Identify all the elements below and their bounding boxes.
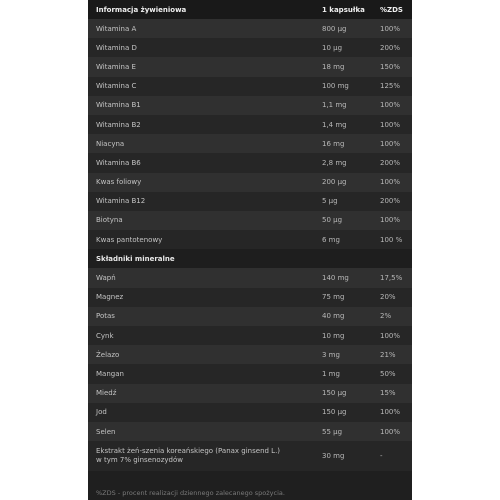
table-row: [88, 268, 412, 287]
nutrient-rda-percent: 100%: [380, 408, 401, 417]
nutrient-name: Witamina D: [96, 43, 137, 52]
nutrient-rda-percent: 200%: [380, 197, 401, 206]
nutrient-rda-percent: 50%: [380, 369, 396, 378]
table-row: [88, 192, 412, 211]
table-row: [88, 422, 412, 441]
nutrient-name: Cynk: [96, 331, 114, 340]
table-row: [88, 345, 412, 364]
nutrient-name: Witamina A: [96, 24, 137, 33]
nutrient-rda-percent: 21%: [380, 350, 396, 359]
nutrient-name: Witamina E: [96, 62, 136, 71]
nutrition-table: [88, 0, 412, 471]
extract-name-line2: w tym 7% ginsenozydów: [96, 456, 183, 465]
nutrient-name: Witamina C: [96, 82, 137, 91]
nutrient-name: Potas: [96, 312, 115, 321]
table-row: [88, 115, 412, 134]
nutrient-amount: 140 mg: [322, 274, 349, 283]
table-row: [88, 19, 412, 38]
nutrient-rda-percent: 17,5%: [380, 274, 403, 283]
table-row: [88, 288, 412, 307]
table-row: [88, 96, 412, 115]
header-rda-percent: %ZDS: [380, 5, 403, 14]
nutrient-amount: 55 µg: [322, 427, 343, 436]
nutrient-rda-percent: 2%: [380, 312, 392, 321]
nutrient-amount: 200 µg: [322, 178, 347, 187]
nutrient-rda-percent: 20%: [380, 293, 396, 302]
nutrient-rda-percent: 100%: [380, 216, 401, 225]
nutrient-rda-percent: 100%: [380, 101, 401, 110]
nutrient-amount: 18 mg: [322, 62, 345, 71]
nutrient-rda-percent: 100%: [380, 139, 401, 148]
footnote: %ZDS - procent realizacji dziennego zalecanego spożycia.: [96, 489, 285, 497]
nutrient-amount: 30 mg: [322, 452, 345, 461]
table-row: [88, 384, 412, 403]
table-row: [88, 173, 412, 192]
nutrient-amount: 10 µg: [322, 43, 343, 52]
nutrient-amount: 800 µg: [322, 24, 347, 33]
table-row: [88, 403, 412, 422]
nutrient-name: Niacyna: [96, 139, 125, 148]
nutrient-amount: 1 mg: [322, 369, 340, 378]
nutrient-name: Magnez: [96, 293, 124, 302]
nutrient-amount: 100 mg: [322, 82, 349, 91]
nutrient-name: Jod: [96, 408, 107, 417]
nutrient-amount: 3 mg: [322, 350, 340, 359]
nutrient-name: Selen: [96, 427, 116, 436]
nutrient-amount: 75 mg: [322, 293, 345, 302]
table-body: [88, 19, 412, 471]
nutrient-rda-percent: 100 %: [380, 235, 403, 244]
nutrient-amount: 50 µg: [322, 216, 343, 225]
nutrient-rda-percent: -: [380, 452, 383, 461]
header-nutrition-info: Informacja żywieniowa: [96, 5, 187, 14]
nutrient-name: Kwas foliowy: [96, 178, 142, 187]
table-row: [88, 153, 412, 172]
nutrient-amount: 150 µg: [322, 389, 347, 398]
nutrient-rda-percent: 125%: [380, 82, 401, 91]
nutrient-amount: 10 mg: [322, 331, 345, 340]
nutrient-name: Witamina B12: [96, 197, 146, 206]
nutrient-amount: 5 µg: [322, 197, 338, 206]
nutrient-name: [88, 441, 314, 471]
table-row-extract: [88, 441, 412, 471]
nutrient-amount: 6 mg: [322, 235, 340, 244]
header-per-capsule: 1 kapsułka: [322, 5, 365, 14]
table-row: [88, 77, 412, 96]
table-row: [88, 307, 412, 326]
nutrient-name: Miedź: [96, 389, 117, 398]
nutrient-amount: 1,1 mg: [322, 101, 347, 110]
table-row: [88, 211, 412, 230]
nutrition-table-panel: [88, 0, 412, 500]
nutrient-name: Wapń: [96, 274, 116, 283]
nutrient-name: Witamina B2: [96, 120, 141, 129]
table-row: [88, 38, 412, 57]
nutrient-rda-percent: 15%: [380, 389, 396, 398]
nutrient-amount: 2,8 mg: [322, 158, 347, 167]
table-row: [88, 230, 412, 249]
nutrient-rda-percent: 200%: [380, 43, 401, 52]
nutrient-name: Żelazo: [96, 350, 120, 359]
nutrient-amount: 40 mg: [322, 312, 345, 321]
nutrient-name: Kwas pantotenowy: [96, 235, 163, 244]
section-header-minerals: [88, 249, 412, 268]
nutrient-rda-percent: 100%: [380, 120, 401, 129]
nutrient-amount: 16 mg: [322, 139, 345, 148]
nutrient-name: Witamina B6: [96, 158, 141, 167]
nutrient-name: Witamina B1: [96, 101, 141, 110]
table-row: [88, 134, 412, 153]
nutrient-rda-percent: 100%: [380, 331, 401, 340]
table-header-row: [88, 0, 412, 19]
extract-name-line1: Ekstrakt żeń-szenia koreańskiego (Panax ginsend L.): [96, 447, 281, 456]
nutrient-rda-percent: 150%: [380, 62, 401, 71]
table-row: [88, 326, 412, 345]
nutrient-name: Biotyna: [96, 216, 123, 225]
nutrient-amount: 150 µg: [322, 408, 347, 417]
nutrient-rda-percent: 100%: [380, 178, 401, 187]
nutrient-rda-percent: 100%: [380, 427, 401, 436]
nutrient-rda-percent: 200%: [380, 158, 401, 167]
nutrient-rda-percent: 100%: [380, 24, 401, 33]
nutrient-name: Mangan: [96, 369, 124, 378]
table-row: [88, 57, 412, 76]
table-row: [88, 364, 412, 383]
section-title: Składniki mineralne: [96, 254, 175, 263]
nutrient-amount: 1,4 mg: [322, 120, 347, 129]
